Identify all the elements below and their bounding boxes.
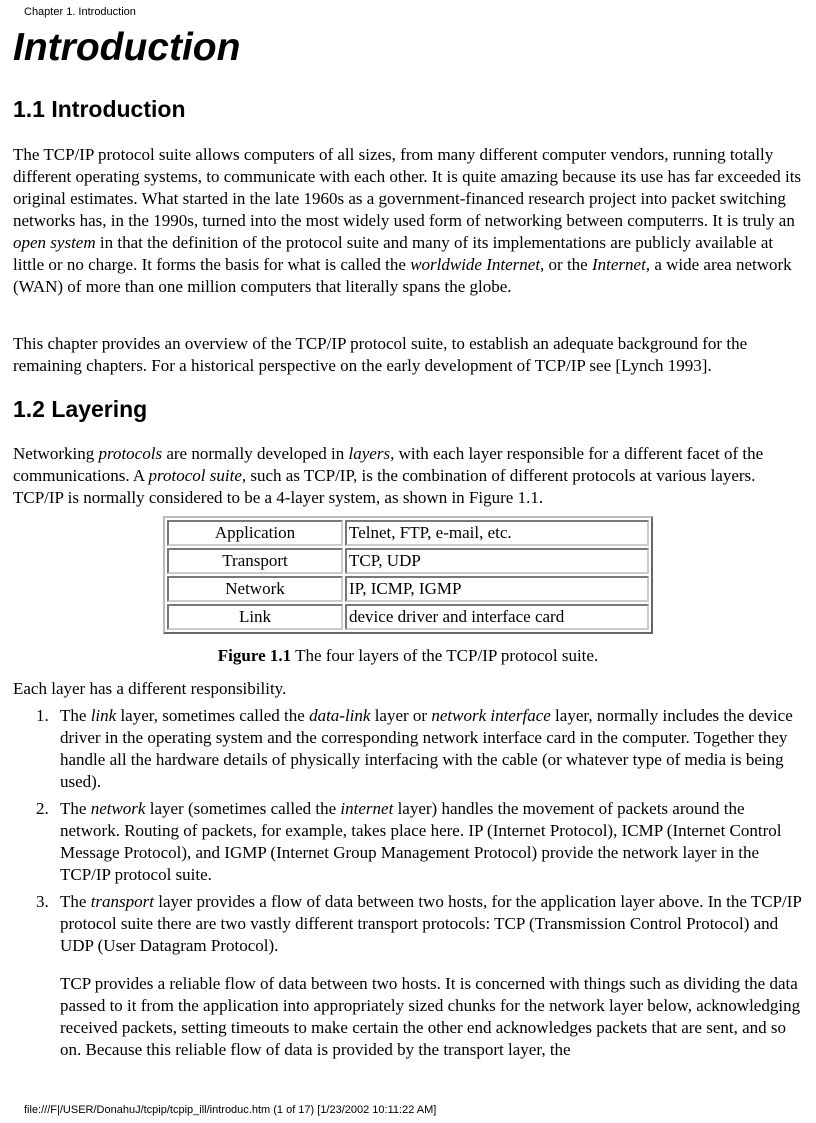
emphasized-term: transport — [90, 892, 154, 911]
text-run: layer or — [370, 706, 432, 725]
emphasized-term: layers, — [348, 444, 395, 463]
table-row — [167, 604, 649, 630]
table-row — [167, 548, 649, 574]
text-run: The — [60, 892, 91, 911]
layer-name-cell: Application — [167, 520, 343, 546]
page-footer-url: file:///F|/USER/DonahuJ/tcpip/tcpip_ill/introduc.htm (1 of 17) [1/23/2002 10:11:22 AM] — [24, 1104, 437, 1116]
page-title: Introduction — [13, 26, 241, 69]
emphasized-term: worldwide Internet, — [410, 255, 545, 274]
text-run: layer) handles the movement of packets around the network. Routing of packets, for example, takes place here. IP (Internet Protocol), ICMP (Internet Control Message Protocol), and IGMP (Internet Group Management Protocol) provide the network layer in the TCP/IP protocol suite. — [60, 799, 782, 884]
list-item-text — [60, 892, 801, 955]
emphasized-term: protocols — [98, 444, 163, 463]
layer-protocols-cell: IP, ICMP, IGMP — [345, 576, 649, 602]
page-header: Chapter 1. Introduction — [24, 6, 136, 18]
text-run: Networking — [13, 444, 99, 463]
emphasized-term: network interface — [431, 706, 551, 725]
layer-protocols-cell: TCP, UDP — [345, 548, 649, 574]
layer-protocols-cell: Telnet, FTP, e-mail, etc. — [345, 520, 649, 546]
emphasized-term: open system — [13, 233, 96, 252]
text-run: are normally developed in — [162, 444, 349, 463]
layer-name-cell: Link — [167, 604, 343, 630]
text-run: a wide area network (WAN) of more than one million computers that literally spans the globe. — [13, 255, 792, 296]
figure-caption-text: The four layers of the TCP/IP protocol suite. — [291, 646, 599, 665]
layer-name-cell: Network — [167, 576, 343, 602]
emphasized-term: link — [90, 706, 117, 725]
section-heading-1-1: 1.1 Introduction — [13, 96, 186, 122]
list-item-text — [60, 706, 793, 791]
layers-table — [163, 516, 653, 634]
list-number: 1. — [36, 706, 49, 725]
figure-caption — [0, 645, 816, 667]
list-item — [36, 891, 806, 957]
intro-paragraph-1 — [13, 144, 803, 298]
layer-name-cell: Transport — [167, 548, 343, 574]
text-run: The — [60, 706, 91, 725]
text-run: or the — [544, 255, 592, 274]
table-row — [167, 520, 649, 546]
text-run: such as TCP/IP, is the combination of different protocols at various layers. TCP/IP is normally considered to be a 4-layer system, as shown in Figure 1.1. — [13, 466, 756, 507]
emphasized-term: network — [90, 799, 146, 818]
text-run: The — [60, 799, 91, 818]
text-run: in that the definition of the protocol suite and many of its implementations are publicly available at little or no charge. It forms the basis for what is called the — [13, 233, 774, 274]
emphasized-term: data-link — [309, 706, 371, 725]
layering-paragraph — [13, 443, 803, 509]
text-run: layer provides a flow of data between two hosts, for the application layer above. In the TCP/IP protocol suite there are two vastly different transport protocols: TCP (Transmission Control Protocol) and UDP (User Datagram Protocol). — [60, 892, 802, 955]
list-item — [36, 705, 806, 793]
tcp-paragraph: TCP provides a reliable flow of data between two hosts. It is concerned with things such as dividing the data passed to it from the application into appropriately sized chunks for the network layer below, acknowledging received packets, setting timeouts to make certain the other end acknowledges packets that are sent, and so on. Because this reliable flow of data is provided by the transport layer, the — [60, 974, 801, 1059]
text-run: layer, sometimes called the — [116, 706, 310, 725]
list-item-text — [60, 799, 782, 884]
text-run: layer (sometimes called the — [145, 799, 341, 818]
list-number: 3. — [36, 892, 49, 911]
text-run: layer, normally includes the device driver in the operating system and the corresponding network interface card in the computer. Together they handle all the hardware details of physically interfacing with the cable (or whatever type of media is being used). — [60, 706, 793, 791]
text-run: The TCP/IP protocol suite allows computers of all sizes, from many different computer vendors, running totally different operating systems, to communicate with each other. It is quite amazing because its use has far exceeded its original estimates. What started in the late 1960s as a government-financed research project into packet switching networks has, in the 1990s, turned into the most widely used form of networking between computerrs. It is truly an — [13, 145, 802, 230]
layer-list — [36, 705, 806, 962]
emphasized-term: Internet, — [591, 255, 651, 274]
responsibility-intro: Each layer has a different responsibility. — [13, 679, 287, 698]
emphasized-term: internet — [340, 799, 394, 818]
emphasized-term: protocol suite, — [148, 466, 247, 485]
section-heading-1-2: 1.2 Layering — [13, 396, 148, 422]
text-run: with each layer responsible for a different facet of the communications. A — [13, 444, 764, 485]
list-number: 2. — [36, 799, 49, 818]
list-item — [36, 798, 806, 886]
table-row — [167, 576, 649, 602]
intro-paragraph-2: This chapter provides an overview of the TCP/IP protocol suite, to establish an adequate background for the remaining chapters. For a historical perspective on the early development of TCP/IP see [Lynch 1993]. — [13, 334, 748, 375]
layer-protocols-cell: device driver and interface card — [345, 604, 649, 630]
figure-caption-label: Figure 1.1 — [217, 646, 292, 665]
